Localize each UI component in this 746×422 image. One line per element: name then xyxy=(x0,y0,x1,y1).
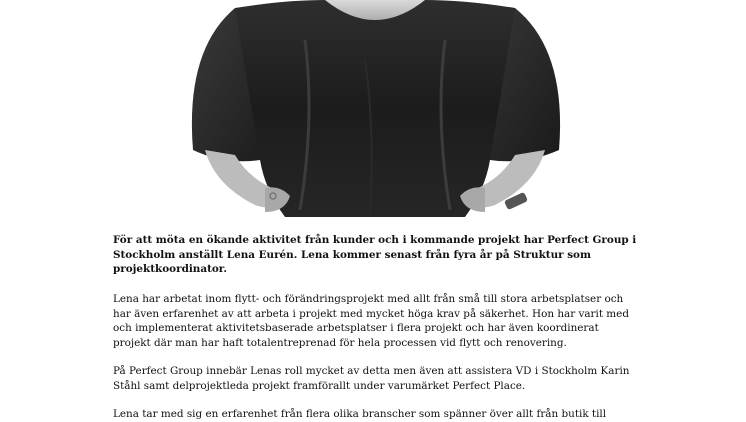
paragraph-line: Lena har arbetat inom flytt- och förändringsprojekt med allt från små till stora arbetsplatser och xyxy=(113,293,624,305)
body-paragraph-3 xyxy=(113,407,643,422)
paragraph-line: och implementerat aktivitetsbaserade arbetsplatser i flera projekt och har även koordinerat xyxy=(113,322,599,334)
lead-line: projektkoordinator. xyxy=(113,263,227,275)
lead-line: För att möta en ökande aktivitet från kunder och i kommande projekt har Perfect Group i xyxy=(113,234,637,246)
lead-paragraph xyxy=(113,233,643,277)
body-paragraph-2 xyxy=(113,364,643,393)
portrait-photo xyxy=(165,0,585,217)
paragraph-line: har även erfarenhet av att arbeta i projekt med mycket höga krav på säkerhet. Hon har varit med xyxy=(113,307,629,320)
portrait-illustration xyxy=(165,0,585,217)
paragraph-line: projekt där man har haft totalentreprenad för hela processen vid flytt och renovering. xyxy=(113,336,567,349)
paragraph-line: Lena tar med sig en erfarenhet från flera olika branscher som spänner över allt från butik till xyxy=(113,408,607,420)
paragraph-line: Ståhl samt delprojektleda projekt framförallt under varumärket Perfect Place. xyxy=(113,379,526,392)
lead-line: Stockholm anställt Lena Eurén. Lena kommer senast från fyra år på Struktur som xyxy=(113,248,591,261)
body-paragraph-1 xyxy=(113,292,643,350)
dark-top xyxy=(235,0,515,217)
paragraph-line: På Perfect Group innebär Lenas roll mycket av detta men även att assistera VD i Stockholm Karin xyxy=(113,365,630,377)
